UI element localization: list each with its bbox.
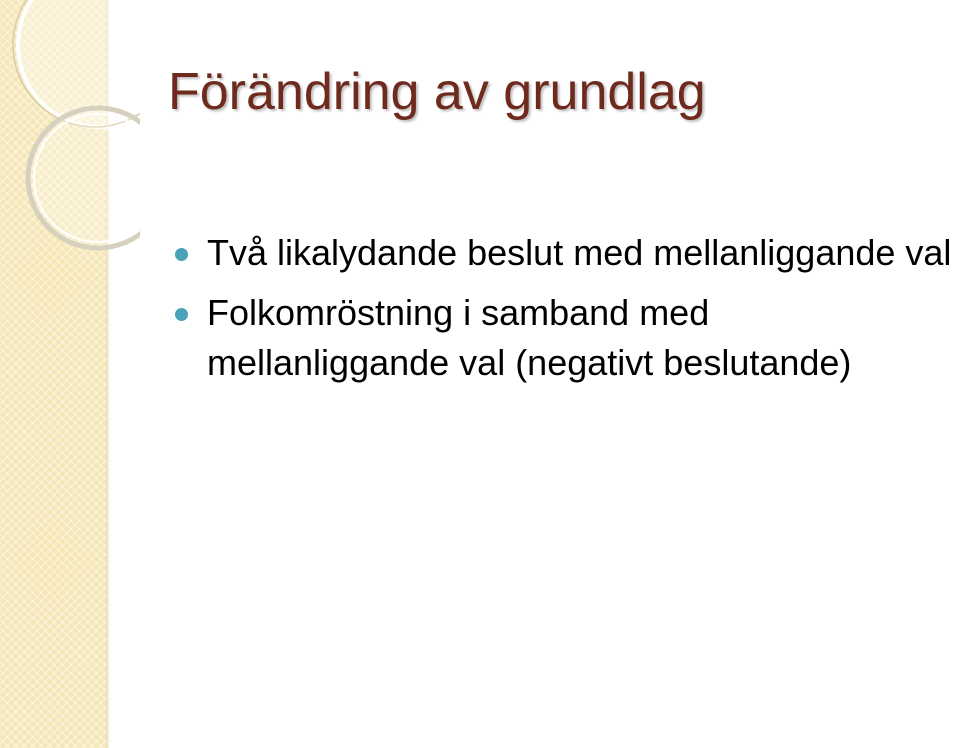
- decorative-rings: [0, 0, 140, 260]
- bullet-dot-icon: [175, 308, 188, 321]
- bullet-text: Två likalydande beslut med mellanliggande val: [207, 232, 952, 273]
- bullet-item: [175, 228, 955, 278]
- bullet-dot-icon: [175, 248, 188, 261]
- slide-title: Förändring av grundlag: [168, 63, 706, 121]
- bullet-text: Folkomröstning i samband med mellanliggande val (negativt beslutande): [207, 292, 852, 383]
- ring-large: [18, 0, 140, 127]
- bullet-list: [175, 228, 955, 398]
- ring-small: [28, 108, 140, 248]
- bullet-item: [175, 288, 955, 388]
